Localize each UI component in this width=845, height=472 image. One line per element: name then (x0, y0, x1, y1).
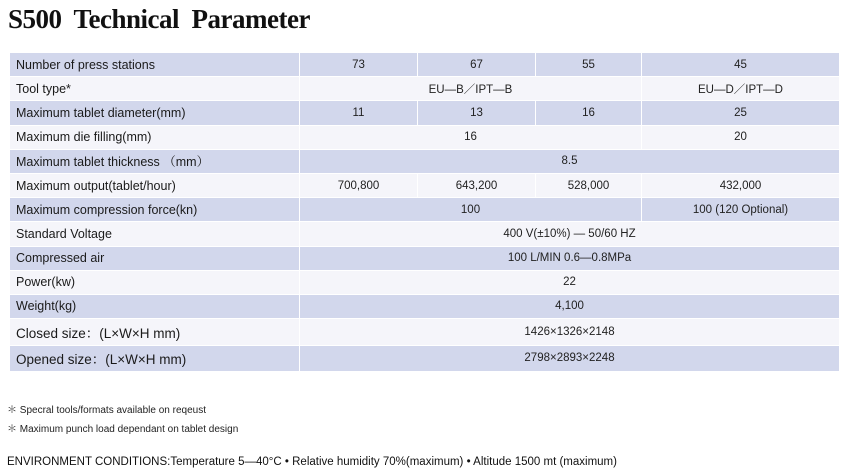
table-cell: 1426×1326×2148 (300, 319, 840, 346)
footnote-special-tools: ＊ Specral tools/formats available on reqeust (7, 405, 206, 416)
table-cell: 100 L/MIN 0.6—0.8MPa (300, 246, 840, 270)
table-cell: 55 (536, 53, 642, 77)
table-row (10, 77, 840, 101)
table-row (10, 173, 840, 197)
table-cell: 100 (300, 198, 642, 222)
table-row (10, 53, 840, 77)
table-cell: 4,100 (300, 294, 840, 318)
table-cell: 45 (642, 53, 840, 77)
row-label: Maximum tablet diameter(mm) (10, 101, 300, 125)
table-row (10, 149, 840, 173)
table-cell: 643,200 (418, 173, 536, 197)
technical-parameter-table (9, 52, 840, 372)
table-cell: 528,000 (536, 173, 642, 197)
table-cell: 22 (300, 270, 840, 294)
table-row (10, 101, 840, 125)
table-row (10, 319, 840, 346)
table-row (10, 294, 840, 318)
table-row (10, 222, 840, 246)
table-row (10, 198, 840, 222)
table-cell: 13 (418, 101, 536, 125)
row-label: Maximum die filling(mm) (10, 125, 300, 149)
table-cell: EU—D／IPT—D (642, 77, 840, 101)
page-title: S500 Technical Parameter (8, 4, 310, 34)
table-row (10, 246, 840, 270)
table-cell: 25 (642, 101, 840, 125)
environment-conditions: ENVIRONMENT CONDITIONS:Temperature 5—40°C • Relative humidity 70%(maximum) • Altitude 1500 mt (maximum) (7, 456, 617, 468)
row-label: Tool type* (10, 77, 300, 101)
row-label: Weight(kg) (10, 294, 300, 318)
table-cell: 16 (536, 101, 642, 125)
table-cell: 20 (642, 125, 840, 149)
table-row (10, 345, 840, 372)
table-row (10, 270, 840, 294)
row-label: Number of press stations (10, 53, 300, 77)
row-label: Closed size：(L×W×H mm) (10, 319, 300, 346)
table-cell: 16 (300, 125, 642, 149)
table-cell: 700,800 (300, 173, 418, 197)
table-cell: EU—B／IPT—B (300, 77, 642, 101)
table-cell: 100 (120 Optional) (642, 198, 840, 222)
row-label: Power(kw) (10, 270, 300, 294)
row-label: Maximum tablet thickness （mm） (10, 149, 300, 173)
table-row (10, 125, 840, 149)
table-cell: 11 (300, 101, 418, 125)
table-cell: 67 (418, 53, 536, 77)
row-label: Standard Voltage (10, 222, 300, 246)
table-cell: 2798×2893×2248 (300, 345, 840, 372)
row-label: Compressed air (10, 246, 300, 270)
footnote-punch-load: ＊ Maximum punch load dependant on tablet design (7, 424, 239, 435)
table-cell: 432,000 (642, 173, 840, 197)
table-cell: 8.5 (300, 149, 840, 173)
table-cell: 73 (300, 53, 418, 77)
row-label: Opened size：(L×W×H mm) (10, 345, 300, 372)
row-label: Maximum compression force(kn) (10, 198, 300, 222)
table-cell: 400 V(±10%) — 50/60 HZ (300, 222, 840, 246)
row-label: Maximum output(tablet/hour) (10, 173, 300, 197)
